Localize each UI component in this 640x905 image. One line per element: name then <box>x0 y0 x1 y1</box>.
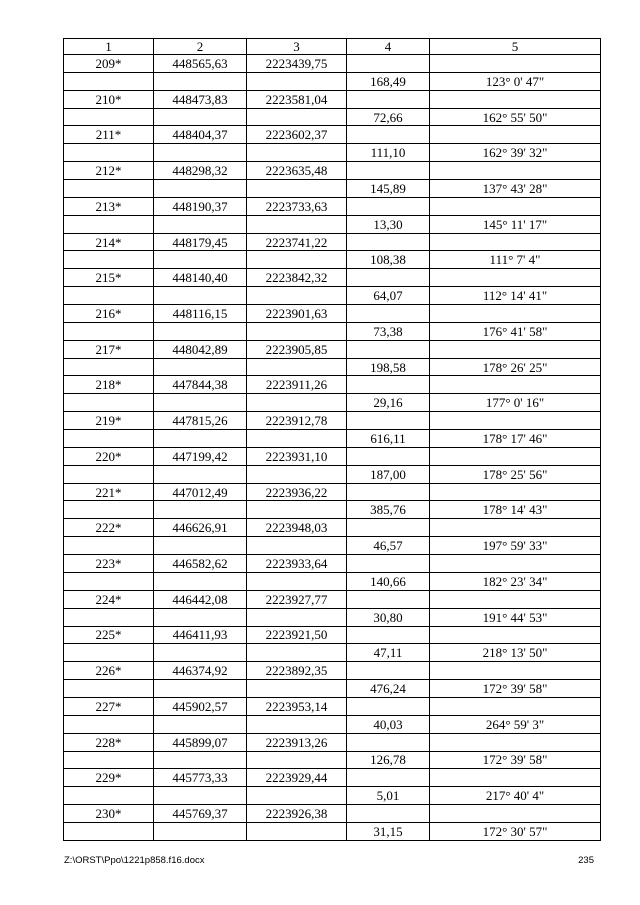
cell-point: 218* <box>64 376 154 394</box>
cell-y-coord: 2223921,50 <box>247 626 347 644</box>
footer-page-number: 235 <box>578 855 594 866</box>
footer-file-path: Z:\ORST\Ppo\1221p858.f16.docx <box>64 855 205 866</box>
table-row <box>64 251 601 269</box>
table-row <box>64 55 601 73</box>
cell-point <box>64 751 154 769</box>
cell-x-coord: 447815,26 <box>154 412 247 430</box>
cell-point <box>64 430 154 448</box>
cell-length <box>347 90 430 108</box>
table-row <box>64 340 601 358</box>
cell-point: 224* <box>64 590 154 608</box>
cell-x-coord <box>154 287 247 305</box>
cell-point <box>64 144 154 162</box>
cell-angle <box>430 733 601 751</box>
cell-y-coord: 2223905,85 <box>247 340 347 358</box>
table-row <box>64 733 601 751</box>
cell-point: 214* <box>64 233 154 251</box>
cell-x-coord <box>154 680 247 698</box>
cell-y-coord <box>247 787 347 805</box>
table-row <box>64 680 601 698</box>
cell-angle: 178° 25' 56" <box>430 465 601 483</box>
cell-length <box>347 447 430 465</box>
cell-point <box>64 680 154 698</box>
cell-point <box>64 644 154 662</box>
cell-y-coord: 2223741,22 <box>247 233 347 251</box>
cell-x-coord <box>154 537 247 555</box>
cell-y-coord: 2223913,26 <box>247 733 347 751</box>
cell-point <box>64 537 154 555</box>
table-row <box>64 751 601 769</box>
cell-angle <box>430 483 601 501</box>
cell-x-coord <box>154 751 247 769</box>
cell-length <box>347 555 430 573</box>
cell-y-coord: 2223927,77 <box>247 590 347 608</box>
cell-point <box>64 787 154 805</box>
cell-length <box>347 269 430 287</box>
table-body <box>64 39 601 841</box>
cell-y-coord <box>247 144 347 162</box>
table-row <box>64 215 601 233</box>
header-cell-x: 2 <box>154 39 247 55</box>
cell-point <box>64 180 154 198</box>
cell-y-coord <box>247 394 347 412</box>
table-row <box>64 305 601 323</box>
cell-point <box>64 358 154 376</box>
header-cell-point: 1 <box>64 39 154 55</box>
cell-angle <box>430 340 601 358</box>
cell-y-coord: 2223948,03 <box>247 519 347 537</box>
cell-x-coord: 448179,45 <box>154 233 247 251</box>
cell-point: 228* <box>64 733 154 751</box>
cell-y-coord: 2223892,35 <box>247 662 347 680</box>
cell-length <box>347 590 430 608</box>
cell-point <box>64 287 154 305</box>
cell-y-coord <box>247 537 347 555</box>
cell-length: 476,24 <box>347 680 430 698</box>
table-row <box>64 572 601 590</box>
cell-x-coord: 448042,89 <box>154 340 247 358</box>
cell-point <box>64 108 154 126</box>
table-row <box>64 287 601 305</box>
cell-y-coord: 2223733,63 <box>247 197 347 215</box>
header-cell-y: 3 <box>247 39 347 55</box>
cell-x-coord: 448298,32 <box>154 162 247 180</box>
cell-angle <box>430 305 601 323</box>
cell-angle: 182° 23' 34" <box>430 572 601 590</box>
cell-point: 226* <box>64 662 154 680</box>
cell-point <box>64 322 154 340</box>
cell-point: 219* <box>64 412 154 430</box>
cell-angle <box>430 126 601 144</box>
cell-x-coord <box>154 108 247 126</box>
cell-angle: 172° 30' 57" <box>430 822 601 840</box>
cell-angle: 162° 39' 32" <box>430 144 601 162</box>
cell-y-coord: 2223912,78 <box>247 412 347 430</box>
table-row <box>64 465 601 483</box>
table-row <box>64 269 601 287</box>
cell-y-coord <box>247 72 347 90</box>
cell-length <box>347 55 430 73</box>
cell-point <box>64 394 154 412</box>
table-row <box>64 519 601 537</box>
cell-angle <box>430 805 601 823</box>
cell-y-coord <box>247 215 347 233</box>
cell-x-coord <box>154 715 247 733</box>
cell-angle: 137° 43' 28" <box>430 180 601 198</box>
table-header-row <box>64 39 601 55</box>
cell-angle: 112° 14' 41" <box>430 287 601 305</box>
cell-y-coord <box>247 358 347 376</box>
cell-point: 210* <box>64 90 154 108</box>
table-row <box>64 483 601 501</box>
cell-y-coord: 2223602,37 <box>247 126 347 144</box>
cell-x-coord <box>154 251 247 269</box>
cell-y-coord <box>247 251 347 269</box>
cell-point <box>64 215 154 233</box>
table-row <box>64 769 601 787</box>
cell-x-coord: 448140,40 <box>154 269 247 287</box>
table-row <box>64 822 601 840</box>
cell-y-coord: 2223581,04 <box>247 90 347 108</box>
table-row <box>64 126 601 144</box>
cell-length: 126,78 <box>347 751 430 769</box>
cell-angle <box>430 555 601 573</box>
cell-angle: 177° 0' 16" <box>430 394 601 412</box>
coordinates-table <box>63 38 601 841</box>
cell-length: 198,58 <box>347 358 430 376</box>
cell-y-coord <box>247 108 347 126</box>
cell-length <box>347 483 430 501</box>
cell-length: 30,80 <box>347 608 430 626</box>
cell-point: 216* <box>64 305 154 323</box>
cell-x-coord <box>154 501 247 519</box>
cell-angle <box>430 697 601 715</box>
cell-x-coord <box>154 358 247 376</box>
cell-angle <box>430 90 601 108</box>
cell-x-coord <box>154 430 247 448</box>
table-row <box>64 555 601 573</box>
cell-length <box>347 662 430 680</box>
cell-length: 40,03 <box>347 715 430 733</box>
cell-point <box>64 572 154 590</box>
cell-angle <box>430 519 601 537</box>
cell-point: 213* <box>64 197 154 215</box>
cell-y-coord: 2223911,26 <box>247 376 347 394</box>
cell-y-coord: 2223842,32 <box>247 269 347 287</box>
cell-length <box>347 126 430 144</box>
table-row <box>64 233 601 251</box>
table-row <box>64 394 601 412</box>
header-cell-angle: 5 <box>430 39 601 55</box>
cell-x-coord: 446626,91 <box>154 519 247 537</box>
cell-y-coord <box>247 322 347 340</box>
cell-point <box>64 251 154 269</box>
cell-y-coord: 2223933,64 <box>247 555 347 573</box>
table-row <box>64 322 601 340</box>
cell-point: 212* <box>64 162 154 180</box>
cell-y-coord <box>247 287 347 305</box>
cell-length <box>347 733 430 751</box>
cell-angle: 172° 39' 58" <box>430 751 601 769</box>
cell-y-coord <box>247 680 347 698</box>
cell-x-coord: 448565,63 <box>154 55 247 73</box>
cell-angle <box>430 197 601 215</box>
cell-point: 211* <box>64 126 154 144</box>
cell-x-coord <box>154 572 247 590</box>
cell-y-coord: 2223901,63 <box>247 305 347 323</box>
cell-angle: 111° 7' 4" <box>430 251 601 269</box>
cell-point: 217* <box>64 340 154 358</box>
table-row <box>64 608 601 626</box>
cell-point: 227* <box>64 697 154 715</box>
cell-angle: 197° 59' 33" <box>430 537 601 555</box>
cell-length: 72,66 <box>347 108 430 126</box>
cell-y-coord <box>247 715 347 733</box>
cell-length: 29,16 <box>347 394 430 412</box>
cell-x-coord <box>154 72 247 90</box>
cell-x-coord: 447199,42 <box>154 447 247 465</box>
cell-length <box>347 340 430 358</box>
cell-y-coord <box>247 430 347 448</box>
cell-angle <box>430 55 601 73</box>
table-row <box>64 108 601 126</box>
cell-angle: 176° 41' 58" <box>430 322 601 340</box>
cell-length <box>347 697 430 715</box>
table-row <box>64 447 601 465</box>
cell-x-coord: 446374,92 <box>154 662 247 680</box>
cell-point: 215* <box>64 269 154 287</box>
cell-length: 46,57 <box>347 537 430 555</box>
table-row <box>64 644 601 662</box>
cell-length: 168,49 <box>347 72 430 90</box>
cell-x-coord: 445773,33 <box>154 769 247 787</box>
cell-point: 222* <box>64 519 154 537</box>
cell-y-coord: 2223635,48 <box>247 162 347 180</box>
cell-x-coord: 448190,37 <box>154 197 247 215</box>
cell-angle <box>430 626 601 644</box>
cell-point: 230* <box>64 805 154 823</box>
cell-y-coord: 2223931,10 <box>247 447 347 465</box>
cell-y-coord <box>247 822 347 840</box>
cell-angle: 178° 26' 25" <box>430 358 601 376</box>
cell-x-coord: 448473,83 <box>154 90 247 108</box>
cell-length: 140,66 <box>347 572 430 590</box>
table-row <box>64 626 601 644</box>
cell-length <box>347 769 430 787</box>
cell-point: 221* <box>64 483 154 501</box>
table-row <box>64 537 601 555</box>
cell-length: 5,01 <box>347 787 430 805</box>
table-row <box>64 805 601 823</box>
cell-angle: 172° 39' 58" <box>430 680 601 698</box>
table-row <box>64 162 601 180</box>
table-row <box>64 72 601 90</box>
cell-angle <box>430 590 601 608</box>
cell-length <box>347 197 430 215</box>
cell-y-coord: 2223929,44 <box>247 769 347 787</box>
cell-angle: 191° 44' 53" <box>430 608 601 626</box>
cell-angle <box>430 233 601 251</box>
table-row <box>64 501 601 519</box>
cell-point <box>64 608 154 626</box>
cell-x-coord <box>154 465 247 483</box>
cell-y-coord <box>247 572 347 590</box>
table-row <box>64 90 601 108</box>
table-row <box>64 180 601 198</box>
cell-point <box>64 72 154 90</box>
cell-point: 220* <box>64 447 154 465</box>
cell-y-coord <box>247 180 347 198</box>
header-cell-length: 4 <box>347 39 430 55</box>
cell-y-coord: 2223926,38 <box>247 805 347 823</box>
cell-length: 13,30 <box>347 215 430 233</box>
cell-angle: 178° 17' 46" <box>430 430 601 448</box>
cell-length <box>347 376 430 394</box>
cell-x-coord <box>154 822 247 840</box>
cell-length <box>347 626 430 644</box>
cell-length <box>347 519 430 537</box>
cell-length: 187,00 <box>347 465 430 483</box>
table-row <box>64 715 601 733</box>
cell-length <box>347 412 430 430</box>
cell-y-coord <box>247 501 347 519</box>
cell-angle <box>430 447 601 465</box>
cell-x-coord: 446442,08 <box>154 590 247 608</box>
cell-length <box>347 805 430 823</box>
cell-x-coord: 445899,07 <box>154 733 247 751</box>
cell-angle <box>430 662 601 680</box>
cell-x-coord <box>154 787 247 805</box>
cell-angle <box>430 269 601 287</box>
cell-length <box>347 305 430 323</box>
cell-x-coord: 447012,49 <box>154 483 247 501</box>
table-row <box>64 662 601 680</box>
cell-y-coord: 2223439,75 <box>247 55 347 73</box>
cell-x-coord: 448404,37 <box>154 126 247 144</box>
cell-x-coord: 445769,37 <box>154 805 247 823</box>
cell-x-coord <box>154 608 247 626</box>
cell-angle <box>430 376 601 394</box>
cell-point <box>64 822 154 840</box>
cell-angle: 264° 59' 3" <box>430 715 601 733</box>
cell-x-coord <box>154 215 247 233</box>
cell-point <box>64 715 154 733</box>
cell-point <box>64 465 154 483</box>
table-row <box>64 787 601 805</box>
cell-angle: 123° 0' 47" <box>430 72 601 90</box>
table-row <box>64 590 601 608</box>
table-row <box>64 144 601 162</box>
cell-y-coord <box>247 465 347 483</box>
table-row <box>64 430 601 448</box>
cell-length: 47,11 <box>347 644 430 662</box>
cell-angle: 145° 11' 17" <box>430 215 601 233</box>
cell-x-coord: 445902,57 <box>154 697 247 715</box>
cell-x-coord <box>154 394 247 412</box>
cell-angle: 217° 40' 4" <box>430 787 601 805</box>
cell-x-coord: 446582,62 <box>154 555 247 573</box>
table-row <box>64 376 601 394</box>
cell-angle <box>430 769 601 787</box>
cell-angle <box>430 162 601 180</box>
cell-point: 223* <box>64 555 154 573</box>
cell-point: 209* <box>64 55 154 73</box>
cell-x-coord <box>154 180 247 198</box>
cell-x-coord <box>154 144 247 162</box>
cell-length <box>347 233 430 251</box>
cell-x-coord <box>154 644 247 662</box>
cell-x-coord: 446411,93 <box>154 626 247 644</box>
cell-length: 108,38 <box>347 251 430 269</box>
cell-y-coord <box>247 751 347 769</box>
cell-x-coord <box>154 322 247 340</box>
cell-y-coord <box>247 644 347 662</box>
cell-length: 616,11 <box>347 430 430 448</box>
cell-length: 64,07 <box>347 287 430 305</box>
table-row <box>64 197 601 215</box>
cell-angle: 218° 13' 50" <box>430 644 601 662</box>
cell-x-coord: 448116,15 <box>154 305 247 323</box>
table-row <box>64 358 601 376</box>
cell-point: 225* <box>64 626 154 644</box>
cell-x-coord: 447844,38 <box>154 376 247 394</box>
cell-angle <box>430 412 601 430</box>
cell-angle: 178° 14' 43" <box>430 501 601 519</box>
cell-length: 31,15 <box>347 822 430 840</box>
cell-y-coord <box>247 608 347 626</box>
cell-length: 385,76 <box>347 501 430 519</box>
cell-y-coord: 2223953,14 <box>247 697 347 715</box>
table-row <box>64 697 601 715</box>
cell-length: 111,10 <box>347 144 430 162</box>
cell-length: 73,38 <box>347 322 430 340</box>
cell-length: 145,89 <box>347 180 430 198</box>
cell-y-coord: 2223936,22 <box>247 483 347 501</box>
cell-point: 229* <box>64 769 154 787</box>
cell-point <box>64 501 154 519</box>
table-row <box>64 412 601 430</box>
cell-angle: 162° 55' 50" <box>430 108 601 126</box>
cell-length <box>347 162 430 180</box>
